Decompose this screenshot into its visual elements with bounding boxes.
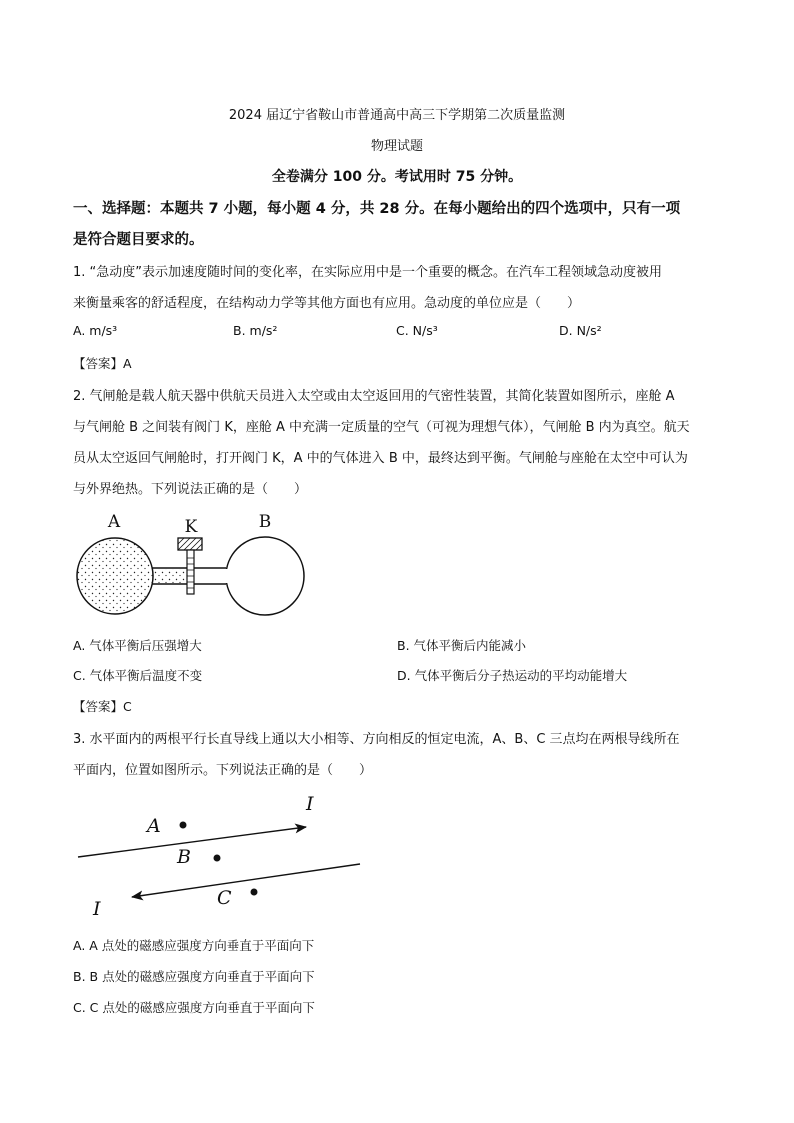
q3-line2: 平面内，位置如图所示。下列说法正确的是（ ）: [73, 763, 373, 778]
upper-wire: [78, 827, 306, 857]
q1-option-c: C. N/s³: [396, 323, 438, 338]
q2-answer: 【答案】C: [73, 699, 132, 714]
point-b-label: B: [177, 846, 191, 868]
q2-option-a: A. 气体平衡后压强增大: [73, 638, 202, 653]
point-c-label: C: [217, 887, 232, 909]
score-time-note: 全卷满分 100 分。考试用时 75 分钟。: [271, 169, 523, 185]
q3-line1: 3. 水平面内的两根平行长直导线上通以大小相等、方向相反的恒定电流，A、B、C 三点均在两根导线所在: [73, 732, 680, 747]
q1-answer: 【答案】A: [73, 356, 132, 371]
wires-diagram: [70, 790, 370, 925]
q2-line3: 员从太空返回气闸舱时，打开阀门 K，A 中的气体进入 B 中，最终达到平衡。气闸舱与座舱在太空中可认为: [73, 451, 688, 466]
q1-option-d: D. N/s²: [559, 323, 602, 338]
section-heading-line2: 是符合题目要求的。: [73, 232, 204, 248]
lower-wire: [132, 864, 360, 897]
current-label-top: I: [306, 793, 314, 815]
chamber-a: [77, 538, 153, 614]
label-a: A: [107, 512, 121, 532]
q2-option-d: D. 气体平衡后分子热运动的平均动能增大: [397, 668, 628, 683]
q2-option-c: C. 气体平衡后温度不变: [73, 668, 203, 683]
point-c-dot: [251, 889, 258, 896]
q1-option-a: A. m/s³: [73, 323, 118, 338]
point-a-dot: [180, 822, 187, 829]
current-label-bottom: I: [93, 898, 101, 920]
label-k: K: [184, 517, 198, 537]
q3-option-c: C. C 点处的磁感应强度方向垂直于平面向下: [73, 1000, 315, 1015]
point-b-dot: [214, 855, 221, 862]
q2-line1: 2. 气闸舱是载人航天器中供航天员进入太空或由太空返回用的气密性装置，其简化装置如图所示，座舱 A: [73, 389, 675, 404]
q1-option-b: B. m/s²: [233, 323, 278, 338]
q1-line1: 1. “急动度”表示加速度随时间的变化率，在实际应用中是一个重要的概念。在汽车工程领域急动度被用: [73, 265, 663, 280]
q1-line2: 来衡量乘客的舒适程度，在结构动力学等其他方面也有应用。急动度的单位应是（ ）: [73, 296, 581, 311]
q3-option-a: A. A 点处的磁感应强度方向垂直于平面向下: [73, 938, 315, 953]
q3-option-b: B. B 点处的磁感应强度方向垂直于平面向下: [73, 969, 315, 984]
label-b: B: [258, 512, 272, 532]
point-a-label: A: [147, 815, 161, 837]
section-heading-line1: 一、选择题：本题共 7 小题，每小题 4 分，共 28 分。在每小题给出的四个选项中，只有一项: [73, 201, 681, 217]
valve-k-stem: [187, 550, 194, 594]
subject-title: 物理试题: [370, 139, 423, 154]
q2-line4: 与外界绝热。下列说法正确的是（ ）: [73, 482, 308, 497]
exam-title: 2024 届辽宁省鞍山市普通高中高三下学期第二次质量监测: [228, 108, 566, 123]
q2-line2: 与气闸舱 B 之间装有阀门 K，座舱 A 中充满一定质量的空气（可视为理想气体），气闸舱 B 内为真空。航天: [73, 420, 690, 435]
chamber-b: [226, 537, 304, 615]
airlock-diagram: [70, 508, 320, 620]
q2-option-b: B. 气体平衡后内能减小: [397, 638, 527, 653]
